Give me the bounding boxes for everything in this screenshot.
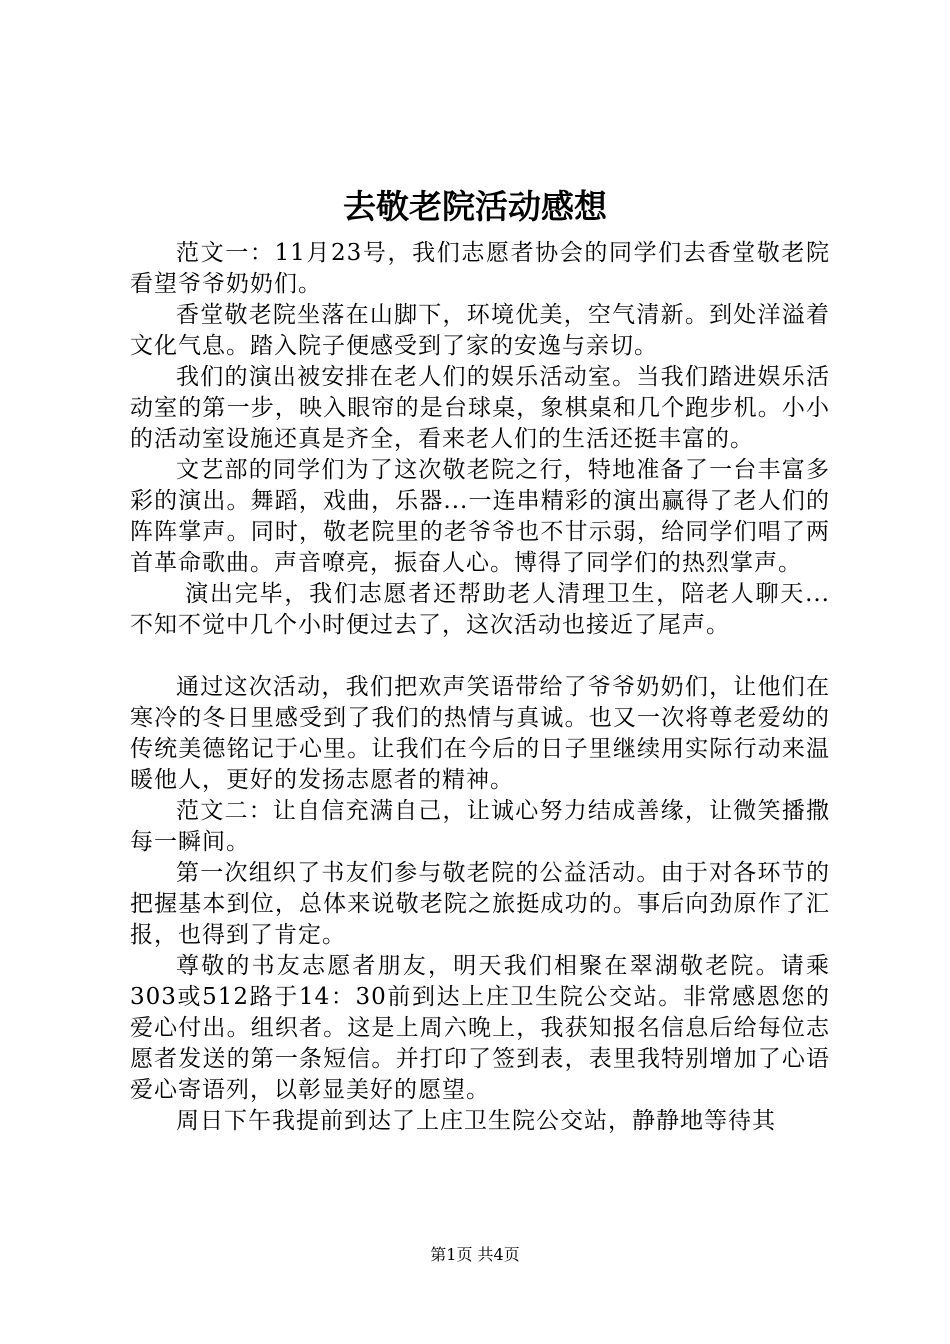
paragraph: 演出完毕，我们志愿者还帮助老人清理卫生，陪老人聊天...不知不觉中几个小时便过去了，这次活动也接近了尾声。 — [130, 581, 830, 638]
paragraph: 香堂敬老院坐落在山脚下，环境优美，空气清新。到处洋溢着文化气息。踏入院子便感受到了家的安逸与亲切。 — [130, 302, 830, 359]
paragraph: 尊敬的书友志愿者朋友，明天我们相聚在翠湖敬老院。请乘303或512路于14：30前到达上庄卫生院公交站。非常感恩您的爱心付出。组织者。这是上周六晚上，我获知报名信息后给每位志愿者发送的第一条短信。并打印了签到表，表里我特别增加了心语爱心寄语列，以彰显美好的愿望。 — [130, 953, 830, 1103]
paragraph: 通过这次活动，我们把欢声笑语带给了爷爷奶奶们，让他们在寒冷的冬日里感受到了我们的热情与真诚。也又一次将尊老爱幼的传统美德铭记于心里。让我们在今后的日子里继续用实际行动来温暖他人，更好的发扬志愿者的精神。 — [130, 674, 830, 793]
document-body — [130, 238, 830, 1137]
paragraph: 范文二：让自信充满自己，让诚心努力结成善缘，让微笑播撒每一瞬间。 — [130, 798, 830, 855]
paragraph-spacer — [130, 641, 830, 672]
paragraph: 文艺部的同学们为了这次敬老院之行，特地准备了一台丰富多彩的演出。舞蹈，戏曲，乐器...一连串精彩的演出赢得了老人们的阵阵掌声。同时，敬老院里的老爷爷也不甘示弱，给同学们唱了两首革命歌曲。声音嘹亮，振奋人心。博得了同学们的热烈掌声。 — [130, 457, 830, 576]
paragraph: 我们的演出被安排在老人们的娱乐活动室。当我们踏进娱乐活动室的第一步，映入眼帘的是台球桌，象棋桌和几个跑步机。小小的活动室设施还真是齐全，看来老人们的生活还挺丰富的。 — [130, 364, 830, 452]
document-title: 去敬老院活动感想 — [343, 187, 607, 226]
paragraph: 范文一：11月23号，我们志愿者协会的同学们去香堂敬老院看望爷爷奶奶们。 — [130, 240, 830, 297]
page-number-footer: 第1页 共4页 — [430, 1245, 520, 1264]
paragraph: 第一次组织了书友们参与敬老院的公益活动。由于对各环节的把握基本到位，总体来说敬老院之旅挺成功的。事后向劲原作了汇报，也得到了肯定。 — [130, 860, 830, 948]
paragraph: 周日下午我提前到达了上庄卫生院公交站，静静地等待其 — [176, 1108, 776, 1134]
